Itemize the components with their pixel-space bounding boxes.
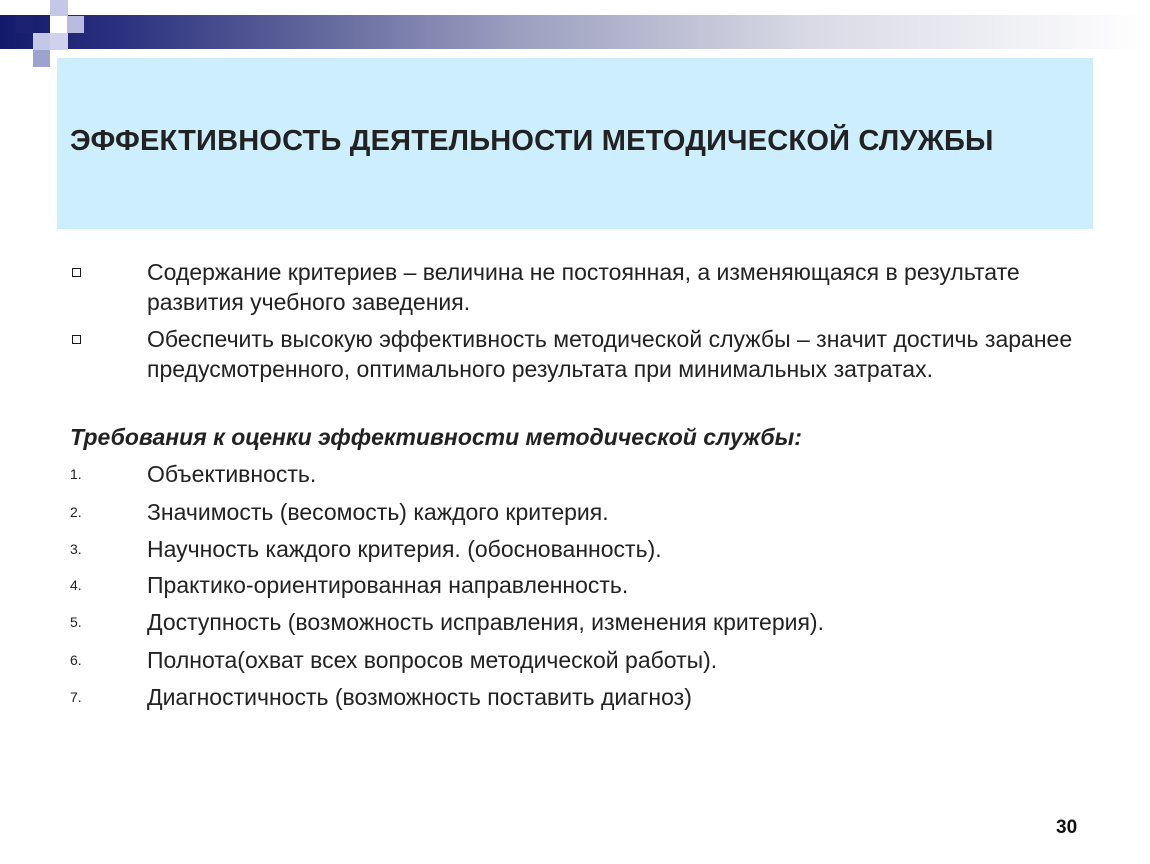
list-text: Научность каждого критерия. (обоснованность). <box>147 536 662 562</box>
decor-square-dark <box>16 16 33 33</box>
list-number: 1. <box>70 466 82 482</box>
decor-square-light <box>50 0 68 16</box>
list-number: 6. <box>70 652 82 668</box>
slide-title: ЭФФЕКТИВНОСТЬ ДЕЯТЕЛЬНОСТИ МЕТОДИЧЕСКОЙ СЛУЖБЫ <box>70 125 994 157</box>
list-text: Значимость (весомость) каждого критерия. <box>147 499 609 525</box>
list-number: 5. <box>70 614 82 630</box>
requirements-heading: Требования к оценки эффективности методической службы: <box>70 424 802 450</box>
bullet-text: Содержание критериев – величина не постоянная, а изменяющаяся в результате развития учебного заведения. <box>147 259 1020 315</box>
list-text: Объективность. <box>147 461 317 487</box>
header-gradient-band <box>0 15 1150 49</box>
decor-square-light <box>67 16 84 33</box>
list-number: 2. <box>70 504 82 520</box>
bullet-text: Обеспечить высокую эффективность методической службы – значит достичь заранее предусмотренного, оптимального результата при минимальных затратах. <box>147 326 1073 382</box>
list-text: Полнота(охват всех вопросов методической работы). <box>147 647 718 673</box>
decor-square-mid <box>33 50 50 67</box>
list-number: 7. <box>70 689 82 705</box>
square-bullet-icon <box>72 335 81 344</box>
page-number: 30 <box>1056 817 1078 838</box>
square-bullet-icon <box>72 268 81 277</box>
list-text: Диагностичность (возможность поставить диагноз) <box>147 684 692 710</box>
decor-square-white <box>50 16 67 33</box>
title-box <box>57 58 1093 229</box>
decor-square-light <box>50 33 68 50</box>
decor-square-light <box>33 33 50 50</box>
list-text: Доступность (возможность исправления, изменения критерия). <box>147 609 824 635</box>
list-text: Практико-ориентированная направленность. <box>147 572 629 598</box>
list-number: 4. <box>70 577 82 593</box>
list-number: 3. <box>70 541 82 557</box>
